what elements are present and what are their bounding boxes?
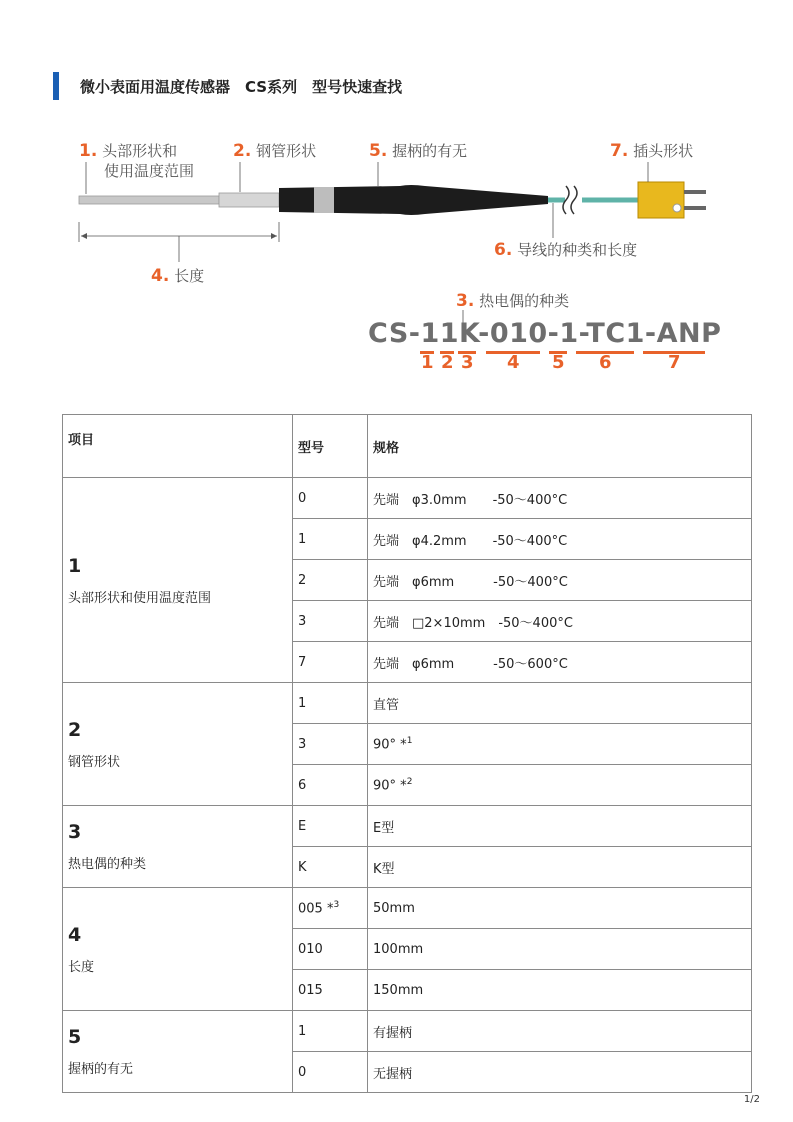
- group-number: 2: [68, 718, 82, 741]
- model-code-cell: [293, 970, 368, 1011]
- group-cell: [63, 1011, 293, 1093]
- page-title: 微小表面用温度传感器 CS系列 型号快速查找: [80, 78, 403, 96]
- spec-value: 90° *: [373, 778, 407, 794]
- spec-value: 100mm: [373, 941, 424, 957]
- footnote-mark: 1: [406, 735, 413, 746]
- spec-cell: [368, 519, 752, 560]
- spec-cell: [368, 560, 752, 601]
- group-name: 头部形状和使用温度范围: [68, 590, 212, 606]
- model-code-cell: [293, 642, 368, 683]
- model-code: 7: [298, 654, 307, 670]
- model-code-cell: [293, 1052, 368, 1093]
- table-row: [63, 478, 752, 519]
- spec-value: 先端 φ3.0mm -50～400°C: [373, 492, 568, 508]
- group-name: 钢管形状: [68, 754, 121, 770]
- header-item: 项目: [63, 415, 293, 478]
- group-number: 3: [68, 821, 82, 843]
- header-model: 型号: [293, 415, 368, 478]
- spec-cell: [368, 683, 752, 724]
- spec-cell: [368, 806, 752, 847]
- group-number: 5: [68, 1026, 82, 1048]
- plug-body: [638, 182, 684, 218]
- spec-value: E型: [373, 820, 395, 836]
- label-length: 4. 长度: [151, 266, 205, 286]
- model-code-cell: [293, 1011, 368, 1052]
- code-part-1: 1: [421, 352, 434, 373]
- spec-cell: [368, 929, 752, 970]
- model-code: 6: [298, 777, 307, 793]
- group-number: 4: [68, 923, 82, 946]
- spec-cell: [368, 601, 752, 642]
- code-part-7: 7: [668, 352, 681, 373]
- model-code-cell: [293, 806, 368, 847]
- code-part-5: 5: [552, 352, 565, 373]
- model-code-cell: [293, 847, 368, 888]
- steel-tube: [219, 193, 279, 207]
- table-row: [63, 1011, 752, 1052]
- spec-cell: [368, 1011, 752, 1052]
- model-code-cell: [293, 478, 368, 519]
- probe-diagram: [0, 0, 793, 400]
- spec-value: 无握柄: [373, 1066, 413, 1082]
- header-spec: 规格: [368, 415, 752, 478]
- group-cell: [63, 683, 293, 806]
- footnote-mark: 3: [333, 899, 340, 910]
- page-number: 1/2: [743, 1094, 760, 1105]
- model-code: 005 *: [298, 901, 334, 917]
- footnote-mark: 2: [406, 776, 413, 787]
- group-number: 1: [68, 554, 82, 577]
- label-lead-wire: 6. 导线的种类和长度: [494, 240, 638, 260]
- spec-cell: [368, 1052, 752, 1093]
- spec-value: 50mm: [373, 900, 415, 916]
- model-code: 015: [298, 982, 323, 998]
- spec-value: K型: [373, 861, 395, 877]
- spec-value: 先端 □2×10mm -50～400°C: [373, 615, 573, 631]
- model-code-example: CS-11K-010-1-TC1-ANP: [368, 318, 722, 349]
- model-code-cell: [293, 724, 368, 765]
- model-code: 010: [298, 941, 323, 957]
- handle-label-band: [314, 187, 334, 213]
- table-row: [63, 888, 752, 929]
- label-plug-shape: 7. 插头形状: [610, 141, 694, 161]
- group-name: 热电偶的种类: [68, 857, 147, 872]
- spec-value: 90° *: [373, 737, 407, 753]
- code-part-4: 4: [507, 352, 520, 373]
- model-code: 3: [298, 736, 307, 752]
- model-code: 1: [298, 1023, 307, 1039]
- model-code-cell: [293, 519, 368, 560]
- label-head-shape-line2: 使用温度范围: [104, 162, 195, 180]
- model-code-cell: [293, 560, 368, 601]
- probe-tip: [79, 196, 219, 204]
- spec-table: [62, 414, 752, 1093]
- model-code-cell: [293, 601, 368, 642]
- spec-cell: [368, 765, 752, 806]
- group-name: 长度: [68, 959, 95, 975]
- model-code-cell: [293, 765, 368, 806]
- table-row: [63, 683, 752, 724]
- label-thermocouple-type: 3. 热电偶的种类: [456, 291, 570, 311]
- spec-value: 先端 φ6mm -50～400°C: [373, 574, 568, 590]
- model-code: 0: [298, 1064, 307, 1080]
- code-part-2: 2: [441, 352, 454, 373]
- spec-value: 150mm: [373, 982, 424, 998]
- spec-value: 有握柄: [373, 1025, 413, 1041]
- table-row: [63, 806, 752, 847]
- model-code-cell: [293, 888, 368, 929]
- spec-cell: [368, 642, 752, 683]
- spec-cell: [368, 970, 752, 1011]
- model-code: 3: [298, 613, 307, 629]
- code-part-3: 3: [461, 352, 474, 373]
- model-code: K: [298, 859, 307, 875]
- table-header-row: [63, 415, 752, 478]
- label-head-shape: 1. 头部形状和: [79, 141, 178, 161]
- model-code: 1: [298, 531, 307, 547]
- spec-value: 先端 φ6mm -50～600°C: [373, 656, 568, 672]
- group-cell: [63, 478, 293, 683]
- spec-cell: [368, 847, 752, 888]
- model-code-cell: [293, 929, 368, 970]
- group-cell: [63, 806, 293, 888]
- spec-cell: [368, 888, 752, 929]
- model-code: E: [298, 818, 307, 834]
- model-code: 2: [298, 572, 307, 588]
- label-handle: 5. 握柄的有无: [369, 141, 468, 161]
- label-tube-shape: 2. 钢管形状: [233, 141, 317, 161]
- group-cell: [63, 888, 293, 1011]
- spec-value: 直管: [373, 697, 400, 713]
- spec-cell: [368, 724, 752, 765]
- spec-cell: [368, 478, 752, 519]
- model-code: 1: [298, 695, 307, 711]
- model-code: 0: [298, 490, 307, 506]
- model-code-cell: [293, 683, 368, 724]
- code-part-6: 6: [599, 352, 612, 373]
- group-name: 握柄的有无: [68, 1062, 134, 1077]
- spec-value: 先端 φ4.2mm -50～400°C: [373, 533, 568, 549]
